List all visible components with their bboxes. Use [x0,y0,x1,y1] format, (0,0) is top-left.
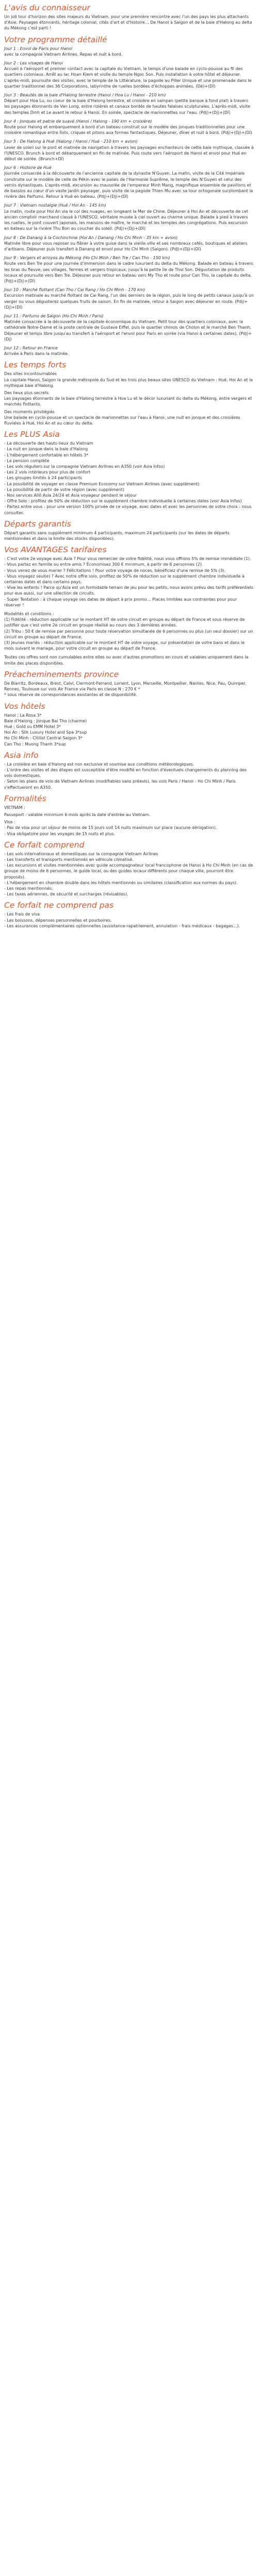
hotel-item: Ho Chi Minh : Citilist Central Saigon 3* [4,736,83,741]
modalite-item: (1) Fidélité : réduction applicable sur le montant HT de votre circuit en groupe au départ de France et sous réserve de justifier que c'est votre 2e circuit en groupe réalisé au cours des 3 dernières années. [4,617,245,628]
day-text: Accueil à l'aéroport et premier contact avec la capitale du Vietnam, le temps d'une balade en cyclo-pousse au fil des quartiers coloniaux. Arrêt au lac Hoan Kiem et visite du temple Ngoc Son. Puis installation à votre hôtel et déjeuner. L'après-midi, poursuite des visites, avec le temple de la Littérature, la pagode au Pilier Unique et une promenade dans le quartier traditionnel des 36 Corporations, labyrinthe de ruelles bordées d'échoppes animées. (Dé)+(Dî) [4,66,252,89]
formalites-passport: Passeport : valable minimum 6 mois après la date d'entrée au Vietnam. [4,812,151,817]
day-title: Jour 1 : Envol de Paris pour Hanoi [4,46,73,51]
day-text: Le matin, route pour Hoi An via le col des nuages, en longeant la Mer de Chine. Déjeuner à Hoi An et découverte de cet ancien comptoir marchand classé à l'UNESCO, véritable musée à ciel ouvert au charme unique. Balade à pied à travers les ruelles, le pont couvert japonais, les maisons de maître, le marché et les temples des congrégations. Puis excursion en bateau sur la rivière Thu Bon au coucher du soleil. (Pdj)+(Dj)+(Dî) [4,209,248,231]
avantage-item: - C'est votre 2e voyage avec Asia ? Pour vous remercier de votre fidélité, nous vous offrons 5% de remise immédiate (1). [4,556,251,562]
day-title: Jour 6 : Histoire de Hué [4,165,52,171]
section-preach [4,669,254,698]
day-title: Jour 11 : Parfums de Saigon (Ho Chi Minh / Paris) [4,313,104,318]
day-item [4,165,254,199]
section-departs [4,519,254,541]
product-page [0,0,258,929]
modalite-item: (2) Tribu : 50 € de remise par personne pour toute réservation simultanée de 6 personnes ou plus (un seul dossier) sur un circuit en groupe au départ de France. [4,629,253,639]
day-text: Matinée consacrée à la découverte de la capitale économique du Vietnam. Petit tour des quartiers coloniaux, avec la cathédrale Notre-Dame et la poste centrale de Gustave Eiffel, puis le quartier chinois de Cholon et le marché Ben Thanh. Déjeuner et temps libre jusqu'au transfert à l'aéroport et l'envol pour Paris en soirée (via Hanoi à certaines dates). (Pdj)+(Dj) [4,319,252,342]
day-item [4,202,254,231]
day-text: Route vers Ben Tre pour une journée d'immersion dans le cadre luxuriant du delta du Mékong. Balade en bateau à travers les bras du fleuve, ses villages, fermes et vergers tropicaux, jusqu'à la petite île de Thoi Son. Dégustation de produits locaux et poursuite vers Ben Tre. Déjeuner puis retour en bateau vers My Tho et route pour Can Tho, la capitale du delta. (Pdj)+(Dj)+(Dî) [4,261,253,283]
visa-list [4,825,254,836]
temps-forts-label: Des lieux plus secrets [4,390,49,395]
avantage-item: - Super Tentation : à chaque voyage ses dates de départ à prix promo… Places limitées aux contraintes pour pour réserver ! [4,597,237,607]
avantage-item: - Vous voyagez seul(e) ? Avec notre offre solo, profitez de 50% de réduction sur le supplément chambre individuelle à certaines dates et dans certains pays. [4,573,245,585]
section-non-compris [4,900,254,929]
modalites-list [4,617,254,651]
formalites-visa-label: Visa : [4,820,15,825]
plus-item: - Offre Solo : profitez de 50% de réduction sur le supplément chambre individuelle à certaines dates (voir Asia Infos) [4,499,242,504]
plus-item: - La possibilité de partir de votre région (avec supplément) [4,487,124,492]
plus-item: - L'hébergement confortable en hôtels 3* [4,452,89,457]
plus-item: - La possibilité de voyager en classe Premium Economy sur Vietnam Airlines (avec supplément) [4,481,200,486]
day-text: Arrivée à Paris dans la matinée. [4,351,69,357]
compris-item: - Les repas mentionnés. [4,886,53,891]
avis-text: Un joli tour d'horizon des sites majeurs du Vietnam, pour une première rencontre avec l'un des pays les plus attachants d'Asie. Paysages étonnants, héritage colonial, cités d'art et d'histoire… De Hanoi à Saigon et de la baie d'Halong au delta du Mékong c'est parti ! [4,14,252,31]
preach-text: De Biarritz, Bordeaux, Brest, Calvi, Clermont-Ferrand, Lorient, Lyon, Marseille, Montpellier, Nantes, Nice, Pau, Quimper, Rennes, Toulouse sur vols Air France via Paris en classe N : 270 € * [4,681,247,692]
hotel-item: Hoi An : Silk Luxury Hotel and Spa 3*sup [4,730,87,735]
avantage-item: - Vous partez en famille ou entre amis ? Économisez 300 € minimum, à partir de 6 personnes (2). [4,562,203,567]
section-asia-info [4,750,254,790]
formalites-country: VIETNAM : [4,805,25,810]
hotel-item: Baie d'Halong : Jonque Bai Tho (charme) [4,718,87,723]
day-item [4,235,254,252]
temps-forts-text: Les paysages étonnants de la baie d'Halong terrestre à Hoa Lu et le décor luxuriant du delta du Mékong, entre vergers et marchés flottants. [4,396,252,407]
temps-forts-text: La capitale Hanoi, Saigon la grande métropole du Sud et les trois plus beaux sites UNESCO du Vietnam : Hué, Hoi An et la mythique baie d'Halong. [4,377,253,388]
day-title: Jour 5 : De Halong à Hué (Halong / Hanoi / Hué - 210 km + avion) [4,139,138,144]
day-item [4,255,254,284]
info-item: - La croisière en baie d'Halong est non exclusive et soumise aux conditions météorologiques. [4,761,195,767]
section-title-compris: Ce forfait comprend [4,840,85,850]
departs-text: Départ garantis sans supplément minimum 4 participants, maximum 24 participants (sur les dates de départs mentionnées et dans la limite des stocks disponibles). [4,530,230,541]
day-title: Jour 2 : Les visages de Hanoi [4,61,63,66]
day-text: Route pour Halong et embarquement à bord d'un bateau construit sur le modèle des jonques traditionnelles pour une croisière romantique entre îlots, criques et pitons aux formes fantastiques. Déjeuner, dîner et nuit à bord. (Pdj)+(Dj)+(Dî) [4,125,252,135]
section-avis [4,3,254,31]
section-title-plus-asia: Les PLUS Asia [4,430,60,439]
plus-item: - La nuit en jonque dans la baie d'Halong [4,447,88,452]
modalites-label: Modalités et conditions : [4,612,54,617]
day-title: Jour 12 : Retour en France [4,345,58,350]
section-title-preach: Préacheminements province [4,669,119,679]
day-item [4,60,254,89]
section-title-programme: Votre programme détaillé [4,35,107,44]
day-title: Jour 4 : Jonques et patrie de suavé (Hanoi / Halong - 190 km + croisière) [4,118,152,124]
avantage-item: - Vous venez de vous marier ? Félicitations ! Pour votre voyage de noces, bénéficiez d'une remise de 5% (3). [4,568,226,573]
section-plus-asia [4,429,254,516]
day-text: Départ pour Hoa Lu, ou coeur de la baie d'Halong terrestre, et croisière en sampan (petite barque à fond plat) à travers les paysages étonnants de Van Long, entre rizières et canaux bordés de hautes falaises sculpturales. L'après-midi, visite des temples Dinh et Le avant le retour à Hanoi. En soirée, spectacle de marionnettes sur l'eau. (Pdj)+(Dj)+(Dî) [4,98,250,115]
section-formalites [4,793,254,837]
day-title: Jour 3 : Beautés de la baie d'Halong terrestre (Hanoi / Hoa Lu / Hanoi - 210 km) [4,93,166,98]
plus-item: - Nos services Allô Asia 24/24 et Asia voyageur pendant le séjour [4,493,137,498]
plus-item: - La découverte des hauts-lieux du Vietnam [4,441,93,446]
section-title-departs: Départs garantis [4,519,71,529]
avantages-list [4,556,254,608]
modalite-item: (3) Jeunes mariés : réduction applicable sur le montant HT de votre voyage, sur présentation de votre bans et dans le mois suivant le mariage, pour votre circuit en groupe au départ de France. [4,640,245,651]
section-temps-forts [4,360,254,426]
section-title-non-compris: Ce forfait ne comprend pas [4,901,114,910]
hotel-item: Hanoi : La Rosa 3* [4,713,42,718]
day-item [4,46,254,57]
non-compris-item: - Les assurances complémentaires optionnelles (assistance-rapatriement, annulation - frais médicaux - bagages...). [4,923,240,928]
hotels-list [4,713,254,747]
info-item: - L'ordre des visites et des étapes est susceptible d'être modifié en fonction d'éventuels changements du planning des vols domestiques. [4,767,247,778]
preach-note: * sous réserve de correspondances existantes et de disponibilité. [4,692,137,698]
section-hotels [4,701,254,747]
visa-item: - Pas de visa pour un séjour de moins de 15 jours soit 14 nuits maximum sur place (aucune dérogation). [4,825,217,831]
hotel-item: Hué : Gold ou EMM Hotel 3* [4,724,61,729]
day-item [4,92,254,115]
plus-item: - Les 2 vols intérieurs pour plus de confort [4,470,91,475]
compris-item: - L'hébergement en chambre double dans les hôtels mentionnés ou similaires (classification aux normes du pays). [4,880,238,885]
non-compris-list [4,911,254,929]
section-programme [4,35,254,357]
compris-item: - Les transferts et transports mentionnés en véhicule climatisé. [4,857,134,862]
day-text: Lever de soleil sur le pont et matinée de navigation à travers les paysages enchanteurs de cette baie mythique, classée à l'UNESCO. Brunch à bord et débarquement en fin de matinée. Puis route vers l'aéroport de Hanoi et envol pour Hué en début de soirée. (Brunch+Dî) [4,145,254,162]
avantage-item: - Vive les enfants ! Parce qu'Asia est un formidable terrain de jeu pour les petits, nous avons prévu des tarifs préférentiels pour eux aussi, sur une sélection de circuits. [4,585,253,596]
hotel-item: Can Tho : Muong Thanh 3*sup [4,741,66,747]
info-list [4,761,254,790]
compris-item: - Les excursions et visites mentionnées avec guide accompagnateur local francophone de Hanoi à Ho Chi Minh (en cas de groupe de moins de 6 personnes, le guide local, ou des guides locaux différents pour chaque ville, pourront être proposés). [4,863,253,879]
non-compris-item: - Les boissons, dépenses personnelles et pourboires. [4,918,112,923]
section-title-temps-forts: Les temps forts [4,360,67,370]
plus-item: - Les groupes limités à 24 participants [4,476,83,481]
temps-forts-text: Une balade en cyclo-pousse et un spectacle de marionnettes sur l'eau à Hanoi, une nuit en jonque et des croisières fluviales à Hué, Hoi An et au cœur du delta. [4,415,240,426]
section-title-avis: L'avis du connaisseur [4,3,90,12]
plus-item: - La pension complète [4,458,50,463]
temps-forts-label: Des sites incontournables [4,371,57,377]
section-compris [4,840,254,897]
avantages-footnote: Toutes ces offres sont non cumulables entre elles ou avec d'autres promotions en cours et valables uniquement dans la limite des places disponibles. [4,655,249,666]
compris-item: - Les vols internationaux et domestiques sur la compagnie Vietnam Airlines [4,851,158,856]
day-item [4,118,254,136]
day-text: Journée consacrée à la découverte de l'ancienne capitale de la dynastie N'Guyen. La matin, visite de la Cité Impériale construite sur le modèle de celle de Pékin avec le palais de l'Harmonie Suprême, le temple des N'Guyen et celui des vernis dynastiques. L'après-midi, excursion au mausolée de l'empereur Minh Mang, magnifique ensemble de pavillons et de bassins au cœur d'un vaste jardin paysager, puis visite de la pagode Thien Mu avec sa tour octogonale surplombant la rivière des Parfums. Retour à Hué en bateau. (Pdj)+(Dj)+(Dî) [4,171,253,199]
day-item [4,345,254,357]
day-text: Matinée libre pour vous reposer ou flâner à votre guise dans la vieille ville et ses nombreux cafés, boutiques et ateliers d'artisans. Déjeuner puis transfert à Danang et envol pour Ho Chi Minh (Saigon). (Pdj)+(Dj)+(Dî) [4,241,248,251]
day-item [4,139,254,162]
compris-item: - Les taxes aériennes, de sécurité et surcharges (révisables). [4,892,128,897]
day-item [4,287,254,310]
section-title-formalites: Formalités [4,793,46,803]
section-title-hotels: Vos hôtels [4,701,45,711]
visa-item: - Visa obligatoire pour les voyages de 15 nuits et plus. [4,831,115,836]
info-item: - Selon les plans de vols de Vietnam Airlines (modifiables sans préavis), les vols Paris / Hanoi - Ho Chi Minh / Paris s'effectueront en A350. [4,779,236,790]
day-title: Jour 10 : Marché flottant (Can Tho / Cai Rang / Ho Chi Minh - 170 km) [4,287,146,293]
day-item [4,313,254,342]
day-title: Jour 8 : De Danang à la Cochinchine (Hoi An / Danang / Ho Chi Minh - 35 km + avion) [4,235,178,240]
section-title-asia-info: Asia info [4,750,39,760]
day-title: Jour 9 : Vergers et arroyos du Mékong (Ho Chi Minh / Ben Tre / Can Tho - 150 km) [4,256,170,261]
section-title-avantages: Vos AVANTAGES tarifaires [4,545,107,555]
non-compris-item: - Les frais de visa [4,912,40,917]
plus-item: - Les vols réguliers sur la compagnie Vietnam Airlines en A350 (voir Asia Infos) [4,464,165,469]
day-title: Jour 7 : Vietnam nostalgie (Hué / Hoi An - 145 km) [4,203,106,208]
compris-list [4,851,254,897]
temps-forts-label: Des moments privilégiés [4,409,55,414]
plus-item: - Partez entre vous : pour une version 100% privée de ce voyage, avec dates et avec les personnes de votre choix : nous consulter. [4,504,252,515]
day-text: avec la compagnie Vietnam Airlines. Repas et nuit à bord. [4,52,123,57]
day-text: Excursion matinale au marché flottant de Cai Rang, l'un des derniers de la région, puis le long de petits canaux jusqu'à un verger ou vous dégusterez quelques fruits de saison. En fin de matinée, retour à Saigon avec déjeuner en route. (Pdj)+(Dj)+(Dî) [4,293,254,310]
plus-list [4,440,254,516]
day-list [4,46,254,357]
section-avantages [4,545,254,666]
